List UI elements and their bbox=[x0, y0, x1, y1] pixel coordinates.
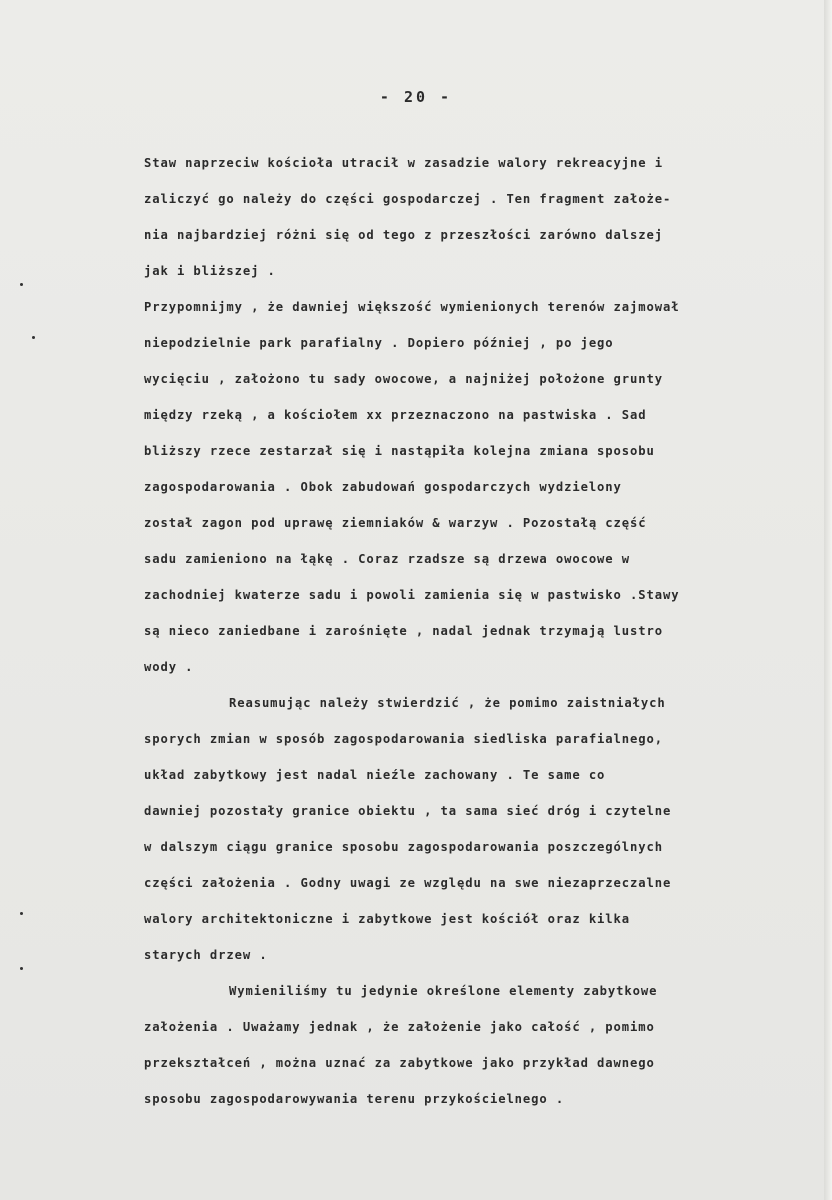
text-line: części założenia . Godny uwagi ze względu na swe niezaprzeczalne bbox=[144, 876, 672, 890]
text-line: Reasumując należy stwierdzić , że pomimo zaistniałych bbox=[229, 696, 666, 710]
text-line: dawniej pozostały granice obiektu , ta sama sieć dróg i czytelne bbox=[144, 804, 672, 818]
text-line: układ zabytkowy jest nadal nieźle zachowany . Te same co bbox=[144, 768, 606, 782]
text-line: walory architektoniczne i zabytkowe jest kościół oraz kilka bbox=[144, 912, 631, 926]
text-line: w dalszym ciągu granice sposobu zagospodarowania poszczególnych bbox=[144, 840, 663, 854]
text-line: wycięciu , założono tu sady owocowe, a najniżej położone grunty bbox=[144, 372, 663, 386]
text-line: bliższy rzece zestarzał się i nastąpiła kolejna zmiana sposobu bbox=[144, 444, 655, 458]
text-line: starych drzew . bbox=[144, 948, 268, 962]
text-line: Wymieniliśmy tu jedynie określone elementy zabytkowe bbox=[229, 984, 658, 998]
margin-mark bbox=[20, 283, 23, 286]
margin-mark bbox=[20, 967, 23, 970]
text-line: Przypomnijmy , że dawniej większość wymienionych terenów zajmował bbox=[144, 300, 680, 314]
text-line: zachodniej kwaterze sadu i powoli zamienia się w pastwisko .Stawy bbox=[144, 588, 680, 602]
text-line: został zagon pod uprawę ziemniaków & warzyw . Pozostałą część bbox=[144, 516, 647, 530]
document-body bbox=[144, 145, 814, 1117]
text-line: sposobu zagospodarowywania terenu przykościelnego . bbox=[144, 1092, 565, 1106]
margin-mark bbox=[32, 336, 35, 339]
text-line: między rzeką , a kościołem xx przeznaczono na pastwiska . Sad bbox=[144, 408, 647, 422]
text-line: Staw naprzeciw kościoła utracił w zasadzie walory rekreacyjne i bbox=[144, 156, 663, 170]
text-line: wody . bbox=[144, 660, 194, 674]
text-line: przekształceń , można uznać za zabytkowe jako przykład dawnego bbox=[144, 1056, 655, 1070]
text-line: jak i bliższej . bbox=[144, 264, 276, 278]
text-line: nia najbardziej różni się od tego z przeszłości zarówno dalszej bbox=[144, 228, 663, 242]
text-line: sadu zamieniono na łąkę . Coraz rzadsze są drzewa owocowe w bbox=[144, 552, 631, 566]
text-line: zaliczyć go należy do części gospodarczej . Ten fragment założe- bbox=[144, 192, 672, 206]
text-line: zagospodarowania . Obok zabudowań gospodarczych wydzielony bbox=[144, 480, 622, 494]
margin-mark bbox=[20, 912, 23, 915]
text-line: sporych zmian w sposób zagospodarowania siedliska parafialnego, bbox=[144, 732, 663, 746]
page-number: - 20 - bbox=[379, 88, 453, 106]
page-edge bbox=[824, 0, 832, 1200]
text-line: założenia . Uważamy jednak , że założenie jako całość , pomimo bbox=[144, 1020, 655, 1034]
text-line: niepodzielnie park parafialny . Dopiero później , po jego bbox=[144, 336, 614, 350]
text-line: są nieco zaniedbane i zarośnięte , nadal jednak trzymają lustro bbox=[144, 624, 663, 638]
